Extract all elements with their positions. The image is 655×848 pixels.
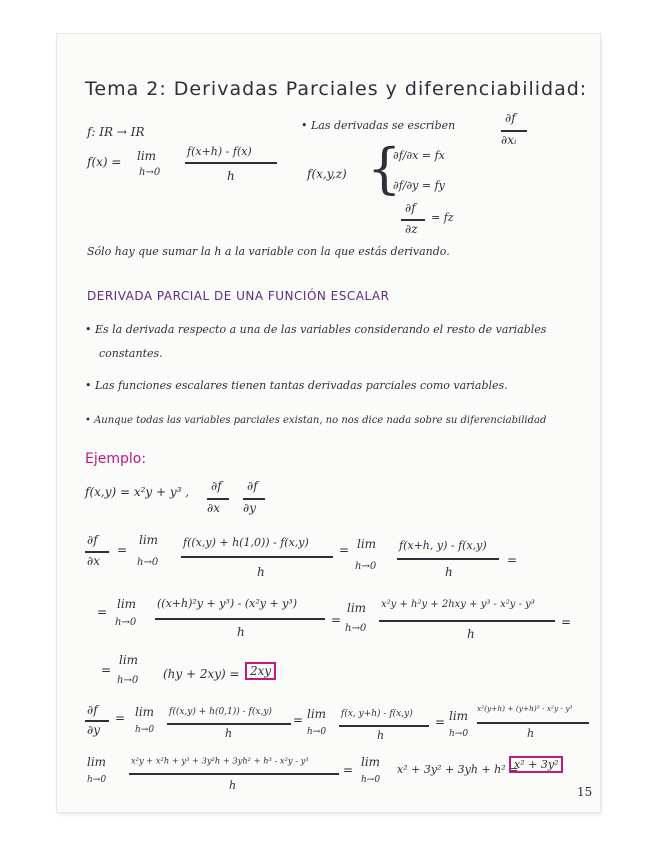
dy-l2-num: x²y + x²h + y³ + 3y²h + 3yh² + h³ - x²y - y³ [131, 757, 309, 767]
dx-l3: (hy + 2xy) = [163, 667, 240, 681]
derivative-fraction-bar [185, 162, 277, 164]
dx-eq-5: = [331, 613, 342, 627]
dy-l1c-num: x²(y+h) + (y+h)³ - x²y - y³ [477, 705, 573, 714]
partial-y: ∂f/∂y = fy [393, 179, 445, 192]
dy-l1b-bar [339, 725, 429, 727]
dy-result: x² + 3y² [509, 756, 563, 773]
dy-l1c-bar [477, 722, 589, 724]
section-heading: DERIVADA PARCIAL DE UNA FUNCIÓN ESCALAR [87, 289, 390, 303]
dy-lhs-bar [85, 720, 109, 722]
dx-lim-3-sub: h→0 [115, 617, 137, 628]
bullet-1a: • Es la derivada respecto a una de las variables considerando el resto de variables [85, 323, 547, 336]
dx-l1b-num: f(x+h, y) - f(x,y) [399, 539, 487, 552]
example-label: Ejemplo: [85, 451, 147, 467]
dy-l1b-den: h [377, 729, 385, 742]
dx-l2b-num: x²y + h²y + 2hxy + y³ - x²y - y³ [381, 599, 535, 610]
partial-z-bar [401, 219, 425, 221]
notation-note: • Las derivadas se escriben [301, 119, 456, 132]
dx-eq-4: = [97, 605, 108, 619]
dy-l1b-num: f(x, y+h) - f(x,y) [341, 709, 413, 719]
dx-lim-4: lim [347, 601, 367, 615]
bullet-2: • Las funciones escalares tienen tantas derivadas parciales como variables. [85, 379, 508, 392]
dy-lim-1: lim [135, 705, 155, 719]
page-number: 15 [577, 785, 593, 799]
lim-sub: h→0 [139, 167, 161, 178]
sum-h-note: Sólo hay que sumar la h a la variable con la que estás derivando. [87, 245, 450, 258]
ask-y-den: ∂y [243, 501, 256, 515]
notation-num: ∂f [505, 111, 516, 125]
dy-eq-3: = [435, 715, 446, 729]
dx-lim-4-sub: h→0 [345, 623, 367, 634]
dx-lim-1-sub: h→0 [137, 557, 159, 568]
ask-x-bar [207, 498, 229, 500]
fx-label: f(x) = [87, 155, 122, 169]
dx-lim-3: lim [117, 597, 137, 611]
dy-l2-bar [129, 773, 339, 775]
dx-lhs-den: ∂x [87, 554, 100, 568]
ask-x-den: ∂x [207, 501, 220, 515]
bullet-3: • Aunque todas las variables parciales existan, no nos dice nada sobre su diferenciabilidad [85, 415, 547, 426]
dx-l2-num: ((x+h)²y + y³) - (x²y + y³) [157, 597, 298, 610]
dy-l2b: x² + 3y² + 3yh + h² = [397, 763, 519, 776]
dx-eq-2: = [339, 543, 350, 557]
dx-l1-den: h [257, 565, 265, 579]
dy-l2-den: h [229, 779, 237, 792]
partial-z-eq: = fz [431, 211, 454, 224]
dy-lim-1-sub: h→0 [135, 725, 155, 735]
ask-x-num: ∂f [211, 479, 222, 493]
dx-lim-5-sub: h→0 [117, 675, 139, 686]
dy-lim-4: lim [87, 755, 107, 769]
dy-l1-den: h [225, 727, 233, 740]
dx-lhs-bar [85, 551, 109, 553]
lim-label: lim [137, 149, 157, 163]
dx-l1b-bar [397, 558, 499, 560]
dy-lhs-num: ∂f [87, 703, 98, 717]
function-map: f: IR → IR [87, 125, 145, 139]
dy-lim-3: lim [449, 709, 469, 723]
dy-lim-3-sub: h→0 [449, 729, 469, 739]
dx-l1-num: f((x,y) + h(1,0)) - f(x,y) [183, 536, 309, 549]
notation-bar [501, 130, 527, 132]
derivative-numerator: f(x+h) - f(x) [187, 145, 252, 158]
notation-den: ∂xᵢ [501, 133, 517, 147]
dy-lhs-den: ∂y [87, 723, 100, 737]
dx-lim-2-sub: h→0 [355, 561, 377, 572]
dx-l2-bar [155, 618, 325, 620]
dy-lim-2: lim [307, 707, 327, 721]
partial-z-num: ∂f [405, 201, 416, 215]
dx-eq-3: = [507, 553, 518, 567]
dx-lim-1: lim [139, 533, 159, 547]
dy-eq-4: = [343, 763, 354, 777]
brace-icon: { [367, 137, 402, 200]
dy-eq-1: = [115, 711, 126, 725]
dy-lim-2-sub: h→0 [307, 727, 327, 737]
dx-l1-bar [181, 556, 333, 558]
fxyz-label: f(x,y,z) [307, 167, 347, 181]
dx-lim-2: lim [357, 537, 377, 551]
notebook-page [57, 34, 600, 812]
ask-y-bar [243, 498, 265, 500]
dx-lim-5: lim [119, 653, 139, 667]
dy-l1-bar [167, 723, 291, 725]
dx-eq-6: = [561, 615, 572, 629]
dy-eq-2: = [293, 713, 304, 727]
dx-l2-den: h [237, 625, 245, 639]
page-title: Tema 2: Derivadas Parciales y diferenciabilidad: [85, 78, 588, 100]
ask-y-num: ∂f [247, 479, 258, 493]
dx-eq-7: = [101, 663, 112, 677]
dx-eq-1: = [117, 543, 128, 557]
dx-result: 2xy [245, 662, 276, 680]
dy-lim-5-sub: h→0 [361, 775, 381, 785]
dy-lim-4-sub: h→0 [87, 775, 107, 785]
dx-lhs-num: ∂f [87, 533, 98, 547]
example-function: f(x,y) = x²y + y³ , [85, 485, 190, 499]
partial-x: ∂f/∂x = fx [393, 149, 445, 162]
dx-l2b-bar [379, 620, 555, 622]
derivative-denominator: h [227, 169, 235, 183]
dy-lim-5: lim [361, 755, 381, 769]
partial-z-den: ∂z [405, 222, 418, 236]
bullet-1b: constantes. [99, 347, 163, 360]
dy-l1c-den: h [527, 727, 535, 740]
dx-l2b-den: h [467, 627, 475, 641]
dx-l1b-den: h [445, 565, 453, 579]
dy-l1-num: f((x,y) + h(0,1)) - f(x,y) [169, 707, 272, 717]
